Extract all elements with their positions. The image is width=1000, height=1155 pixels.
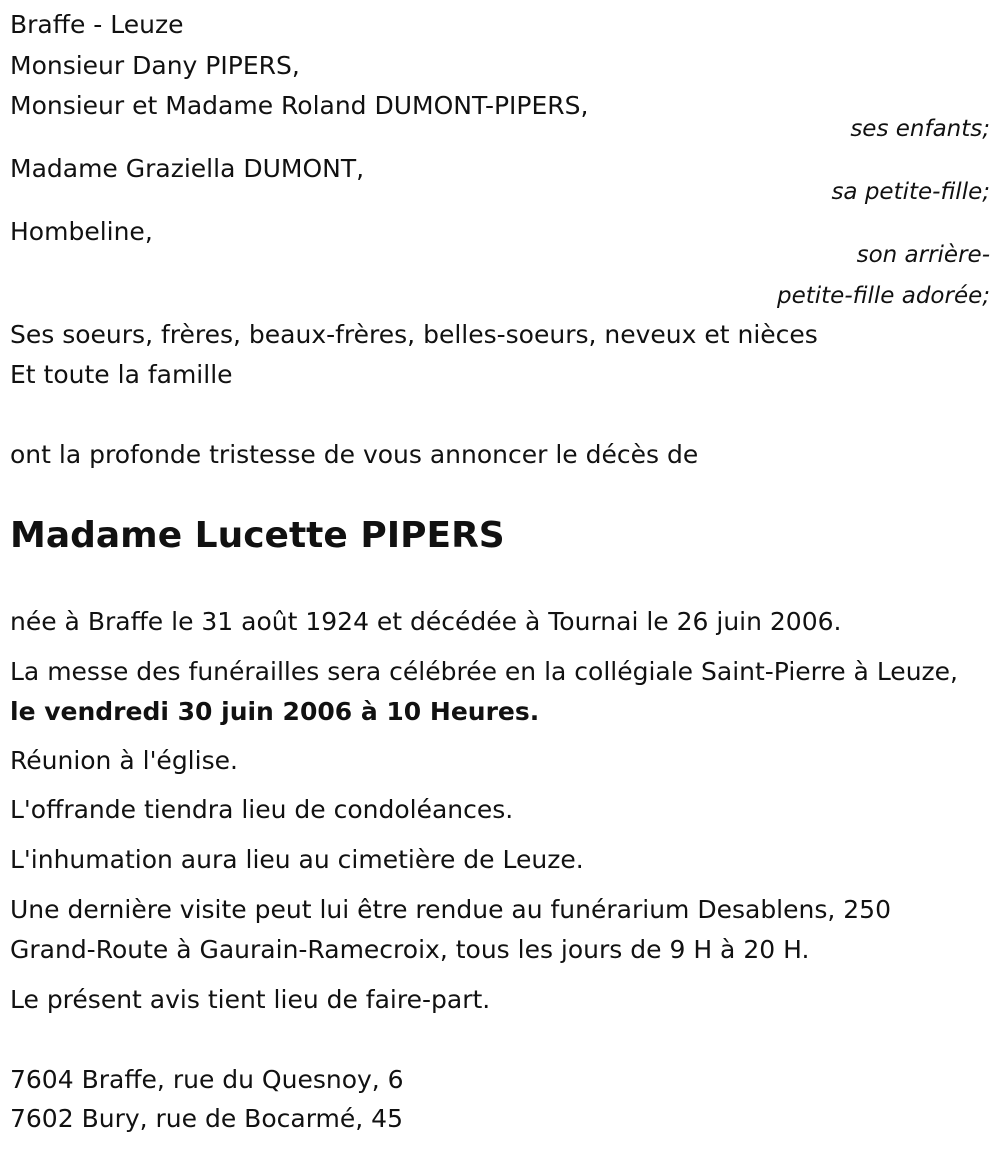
notice-info: Le présent avis tient lieu de faire-part.: [10, 985, 491, 1014]
granddaughter-role: sa petite-fille;: [831, 179, 990, 205]
great-granddaughter-role-line1: son arrière-: [856, 242, 990, 268]
great-granddaughter-role-line2: petite-fille adorée;: [777, 283, 990, 309]
granddaughter-name: Madame Graziella DUMONT,: [10, 154, 365, 183]
location-header: Braffe - Leuze: [10, 10, 184, 39]
siblings-line: Ses soeurs, frères, beaux-frères, belles-soeurs, neveux et nièces: [10, 320, 818, 349]
address-line-1: 7604 Braffe, rue du Quesnoy, 6: [10, 1065, 404, 1094]
offering-info: L'offrande tiendra lieu de condoléances.: [10, 795, 514, 824]
gathering-info: Réunion à l'église.: [10, 746, 238, 775]
child-name-1: Monsieur Dany PIPERS,: [10, 51, 300, 80]
announcement-intro: ont la profonde tristesse de vous annoncer le décès de: [10, 440, 699, 469]
funeral-mass-info: [10, 652, 970, 732]
visit-info: Une dernière visite peut lui être rendue au funérarium Desablens, 250 Grand-Route à Gaurain-Ramecroix, tous les jours de 9 H à 20 H.: [10, 895, 891, 964]
funeral-mass-date: le vendredi 30 juin 2006 à 10 Heures.: [10, 697, 540, 726]
address-line-2: 7602 Bury, rue de Bocarmé, 45: [10, 1104, 403, 1133]
great-granddaughter-name: Hombeline,: [10, 217, 153, 246]
children-role: ses enfants;: [850, 116, 990, 142]
birth-death-info: née à Braffe le 31 août 1924 et décédée à Tournai le 26 juin 2006.: [10, 607, 842, 636]
family-line: Et toute la famille: [10, 360, 233, 389]
child-name-2: Monsieur et Madame Roland DUMONT-PIPERS,: [10, 91, 589, 120]
funeral-mass-text: La messe des funérailles sera célébrée en la collégiale Saint-Pierre à Leuze,: [10, 657, 958, 686]
deceased-name: Madame Lucette PIPERS: [10, 515, 505, 556]
burial-info: L'inhumation aura lieu au cimetière de Leuze.: [10, 845, 584, 874]
